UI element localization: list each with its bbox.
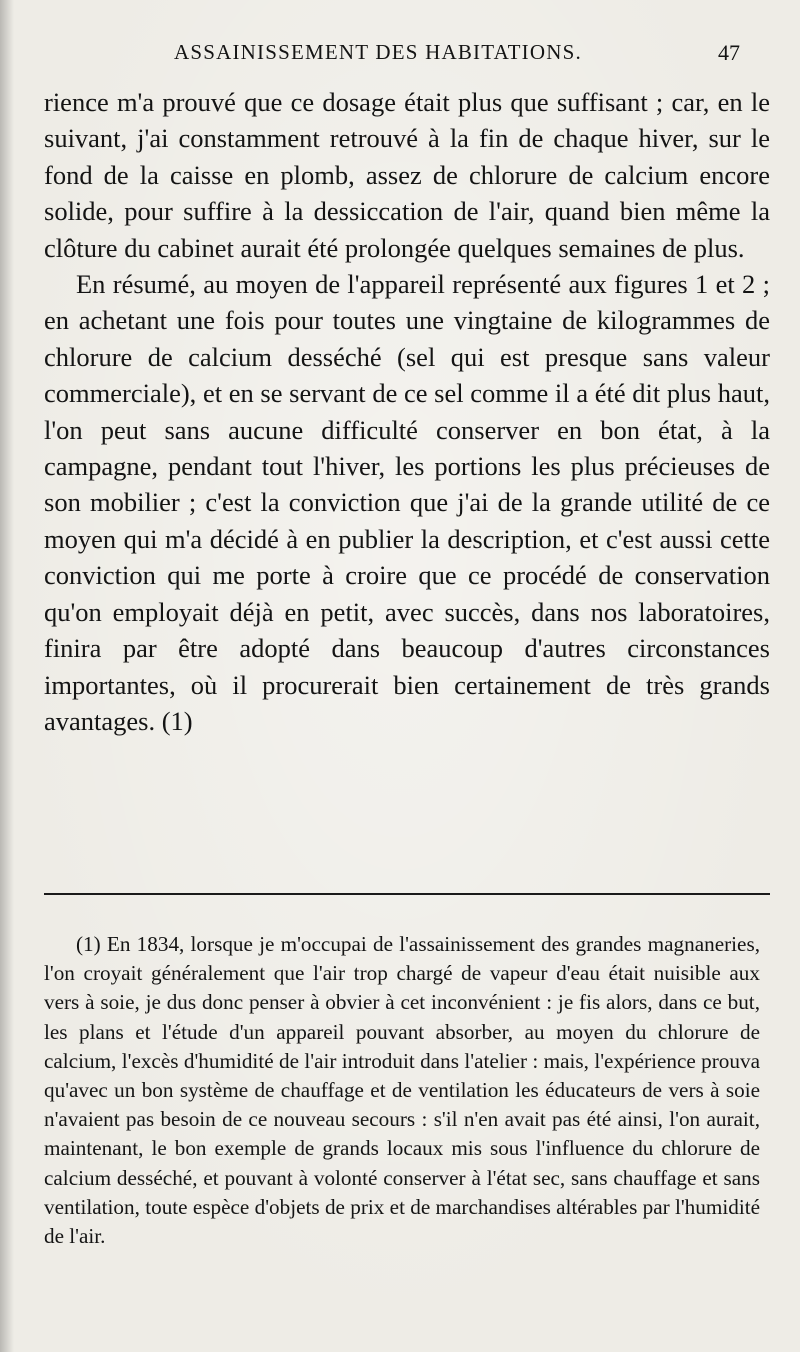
body-paragraph: rience m'a prouvé que ce dosage était plus que suffisant ; car, en le suivant, j'ai constamment retrouvé à la fin de chaque hiver, sur le fond de la caisse en plomb, assez de chlorure de calcium encore solide, pour suffire à la dessiccation de l'air, quand bien même la clôture du cabinet aurait été prolongée quelques semaines de plus. [44, 87, 770, 263]
footnote-text: (1) En 1834, lorsque je m'occupai de l'assainissement des grandes magnaneries, l'on croyait généralement que l'air trop chargé de vapeur d'eau était nuisible aux vers à soie, je dus donc penser à obvier à cet inconvénient : je fis alors, dans ce but, les plans et l'étude d'un appareil pouvant absorber, au moyen du chlorure de calcium, l'excès d'humidité de l'air introduit dans l'atelier : mais, l'expérience prouva qu'avec un bon système de chauffage et de ventilation les éducateurs de vers à soie n'avaient pas besoin de ce nouveau secours : s'il n'en avait pas été ainsi, l'on aurait, maintenant, le bon exemple de grands locaux mis sous l'influence du chlorure de calcium desséché, et pouvant à volonté conserver à l'état sec, sans chauffage et sans ventilation, toute espèce d'objets de prix et de marchandises altérables par l'humidité de l'air. [44, 932, 760, 1249]
running-title: ASSAINISSEMENT DES HABITATIONS. [174, 40, 582, 64]
page-header [44, 40, 740, 80]
footnote [44, 930, 760, 1251]
page-gutter-shadow [0, 0, 14, 1352]
body-paragraph: En résumé, au moyen de l'appareil représenté aux figures 1 et 2 ; en achetant une fois pour toutes une vingtaine de kilogrammes de chlorure de calcium desséché (sel qui est presque sans valeur commerciale), et en se servant de ce sel comme il a été dit plus haut, l'on peut sans aucune difficulté conserver en bon état, à la campagne, pendant tout l'hiver, les portions les plus précieuses de son mobilier ; c'est la conviction que j'ai de la grande utilité de ce moyen qui m'a décidé à en publier la description, et c'est aussi cette conviction qui me porte à croire que ce procédé de conservation qu'on employait déjà en petit, avec succès, dans nos laboratoires, finira par être adopté dans beaucoup d'autres circonstances importantes, où il procurerait bien certainement de très grands avantages. (1) [44, 269, 770, 736]
page-number: 47 [718, 40, 740, 65]
footnote-separator [44, 893, 770, 895]
main-text [44, 84, 770, 739]
